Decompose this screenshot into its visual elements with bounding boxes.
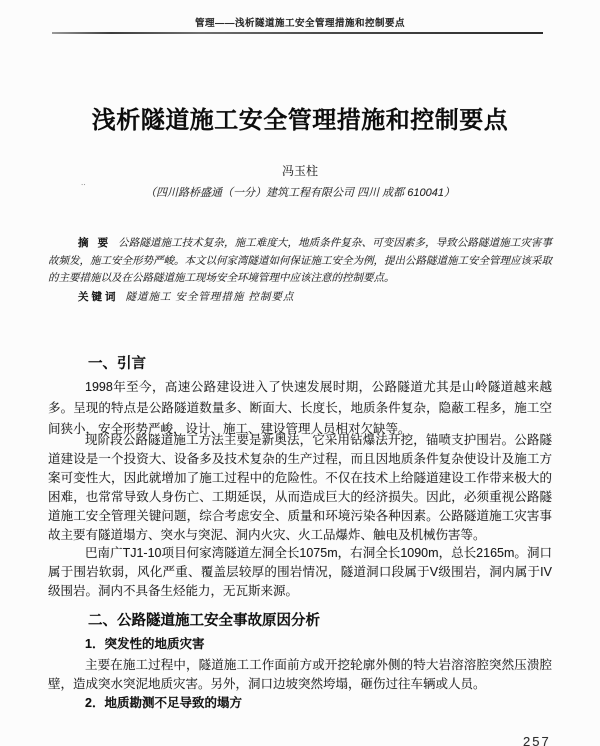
paragraph: 巴南广TJ1-10项目何家湾隧道左洞全长1075m，右洞全长1090m，总长2165m。洞口属于围岩软弱，风化严重、覆盖层较厚的围岩情况，隧道洞口段属于V级围岩，洞内属于IV级围岩。洞内不具备生烃能力，无瓦斯来源。: [48, 546, 552, 598]
subsection-heading-survey-collapse: 2．地质勘测不足导致的塌方: [85, 696, 242, 710]
keywords-label: 关键词: [78, 290, 119, 303]
subsection-heading-geological-disaster: 1．突发性的地质灾害: [85, 637, 205, 651]
author-affiliation: （四川路桥盛通（一分）建筑工程有限公司 四川 成都 610041）: [145, 187, 455, 199]
scan-artifact: ‥: [81, 180, 87, 187]
paragraph: 现阶段公路隧道施工方法主要是新奥法，它采用钻爆法开挖，锚喷支护围岩。公路隧道建设是一个投资大、设备多及技术复杂的生产过程，而且因地质条件复杂使设计及施工方案可变性大，因此就增加了施工过程中的危险性。不仅在技术上给隧道建设工作带来极大的困难，也常常导致人身伤亡、工期延误，从而造成巨大的经济损失。因此，必须重视公路隧道施工安全管理关键问题，综合考虑安全、质量和环境污染各种因素。公路隧道施工灾害事故主要有隧道塌方、突水与突泥、洞内火灾、火工品爆炸、触电及机械伤害等。: [48, 433, 552, 542]
page-title: 浅析隧道施工安全管理措施和控制要点: [91, 107, 509, 134]
abstract-paragraph: [48, 235, 552, 288]
abstract-label: 摘 要: [78, 237, 112, 249]
header-rule: [52, 32, 543, 34]
abstract-block: [48, 235, 552, 306]
section-heading-accident-causes: 二、公路隧道施工安全事故原因分析: [88, 613, 320, 629]
author-name: 冯玉柱: [281, 164, 318, 178]
page-number: 257: [523, 734, 551, 746]
paragraph: 1998年至今，高速公路建设进入了快速发展时期，公路隧道尤其是山岭隧道越来越多。呈现的特点是公路隧道数量多、断面大、长度长，地质条件复杂，隐蔽工程多，施工空间狭小，安全形势严峻，设计、施工、建设管理人员相对欠缺等。: [48, 380, 552, 436]
keywords-text: 隧道施工 安全管理措施 控制要点: [125, 290, 295, 303]
paragraph: 主要在施工过程中，隧道施工工作面前方或开挖轮廓外侧的特大岩溶溶腔突然压溃腔壁，造成突水突泥地质灾害。另外，洞口边坡突然垮塌，砸伤过往车辆或人员。: [48, 658, 552, 691]
section-heading-introduction: 一、引言: [88, 356, 146, 372]
running-head: 管理——浅析隧道施工安全管理措施和控制要点: [194, 18, 405, 29]
abstract-text: 公路隧道施工技术复杂，施工难度大，地质条件复杂、可变因素多，导致公路隧道施工灾害事故频发，施工安全形势严峻。本文以何家湾隧道如何保证施工安全为例，提出公路隧道施工安全管理应该采取的主要措施以及在公路隧道施工现场安全环境管理中应该注意的控制要点。: [48, 237, 552, 284]
keywords-line: [48, 289, 552, 307]
